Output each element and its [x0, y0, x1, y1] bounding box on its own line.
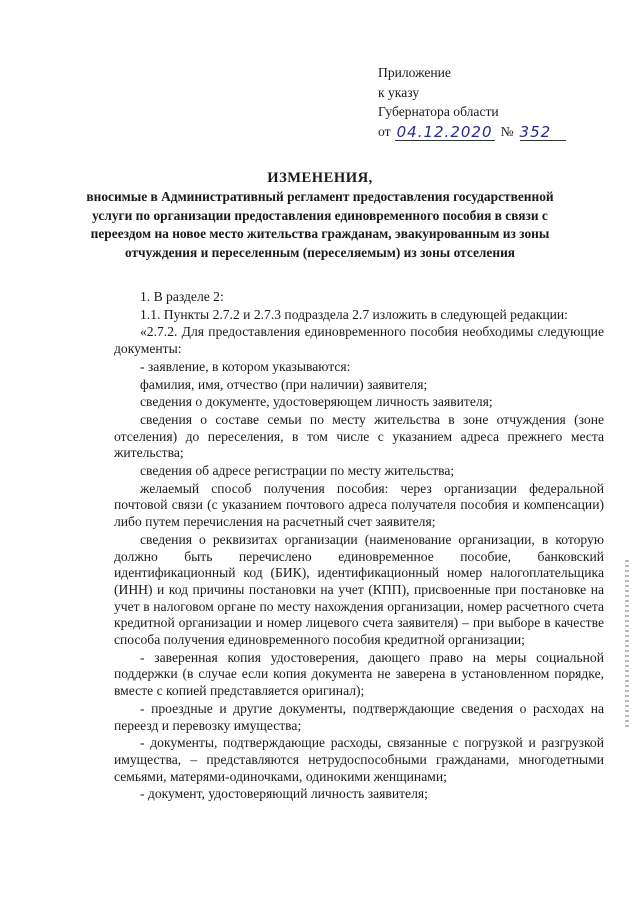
paragraph: желаемый способ получения пособия: через организации федеральной почтовой связи (с указанием почтового адреса получателя пособия и компенсации) либо путем перечисления на расчетный счет заявителя; [114, 480, 604, 530]
paragraph: фамилия, имя, отчество (при наличии) заявителя; [140, 376, 428, 392]
paragraph: «2.7.2. Для предоставления единовременного пособия необходимы следующие документы: [114, 324, 604, 357]
scan-edge-mark [625, 560, 629, 730]
paragraph: - документ, удостоверяющий личность заявителя; [140, 786, 428, 802]
paragraph: - документы, подтверждающие расходы, связанные с погрузкой и разгрузкой имущества, – представляются нетрудоспособными гражданами, многодетными семьями, матерями-одиночками, одинокими женщинами; [114, 735, 604, 784]
paragraph: - заверенная копия удостоверения, дающего право на меры социальной поддержки (в случае если копия документа не заверена в установленном порядке, вместе с копией представляется оригинал); [114, 649, 604, 699]
appendix-line-3: Губернатора области [378, 104, 499, 119]
paragraph: сведения о составе семьи по месту жительства в зоне отчуждения (зоне отселения) до переселения, в том числе с указанием адреса прежнего места жительства; [114, 411, 604, 461]
number-sign: № [500, 123, 514, 139]
document-heading [80, 168, 560, 262]
appendix-line-1: Приложение [378, 65, 451, 80]
paragraph: 1. В разделе 2: [140, 289, 224, 304]
appendix-block [378, 63, 618, 141]
decree-date-number-row [378, 122, 618, 142]
document-subtitle: вносимые в Административный регламент предоставления государственной услуги по организации предоставления единовременного пособия в связи с переездом на новое место жительства гражданам, эвакуированным из зоны отчуждения и переселенным (переселяемым) из зоны отселения [86, 189, 554, 260]
paragraph: сведения о реквизитах организации (наименование организации, в которую должно быть перечислено единовременное пособие, банковский идентификационный код (БИК), идентификационный номер налогоплательщика (ИНН) и код причины постановки на учет (КПП), присвоенные при постановке на учет в налоговом органе по месту нахождения организации, номер расчетного счета кредитной организации и номер лицевого счета заявителя) – при выборе в качестве способа получения единовременного пособия кредитной организации; [114, 531, 604, 648]
paragraph: 1.1. Пункты 2.7.2 и 2.7.3 подраздела 2.7 изложить в следующей редакции: [140, 306, 568, 322]
document-title: ИЗМЕНЕНИЯ, [267, 170, 373, 186]
paragraph: сведения о документе, удостоверяющем личность заявителя; [140, 394, 493, 410]
paragraph: - проездные и другие документы, подтверждающие сведения о расходах на переезд и перевозку имущества; [114, 700, 604, 733]
paragraph: - заявление, в котором указываются: [140, 358, 351, 374]
handwritten-number: 352 [520, 124, 566, 141]
paragraph: сведения об адресе регистрации по месту жительства; [140, 463, 455, 479]
appendix-line-2: к указу [378, 84, 420, 100]
from-label: от [378, 123, 391, 139]
document-body [114, 289, 604, 803]
handwritten-date: 04.12.2020 [395, 124, 495, 141]
